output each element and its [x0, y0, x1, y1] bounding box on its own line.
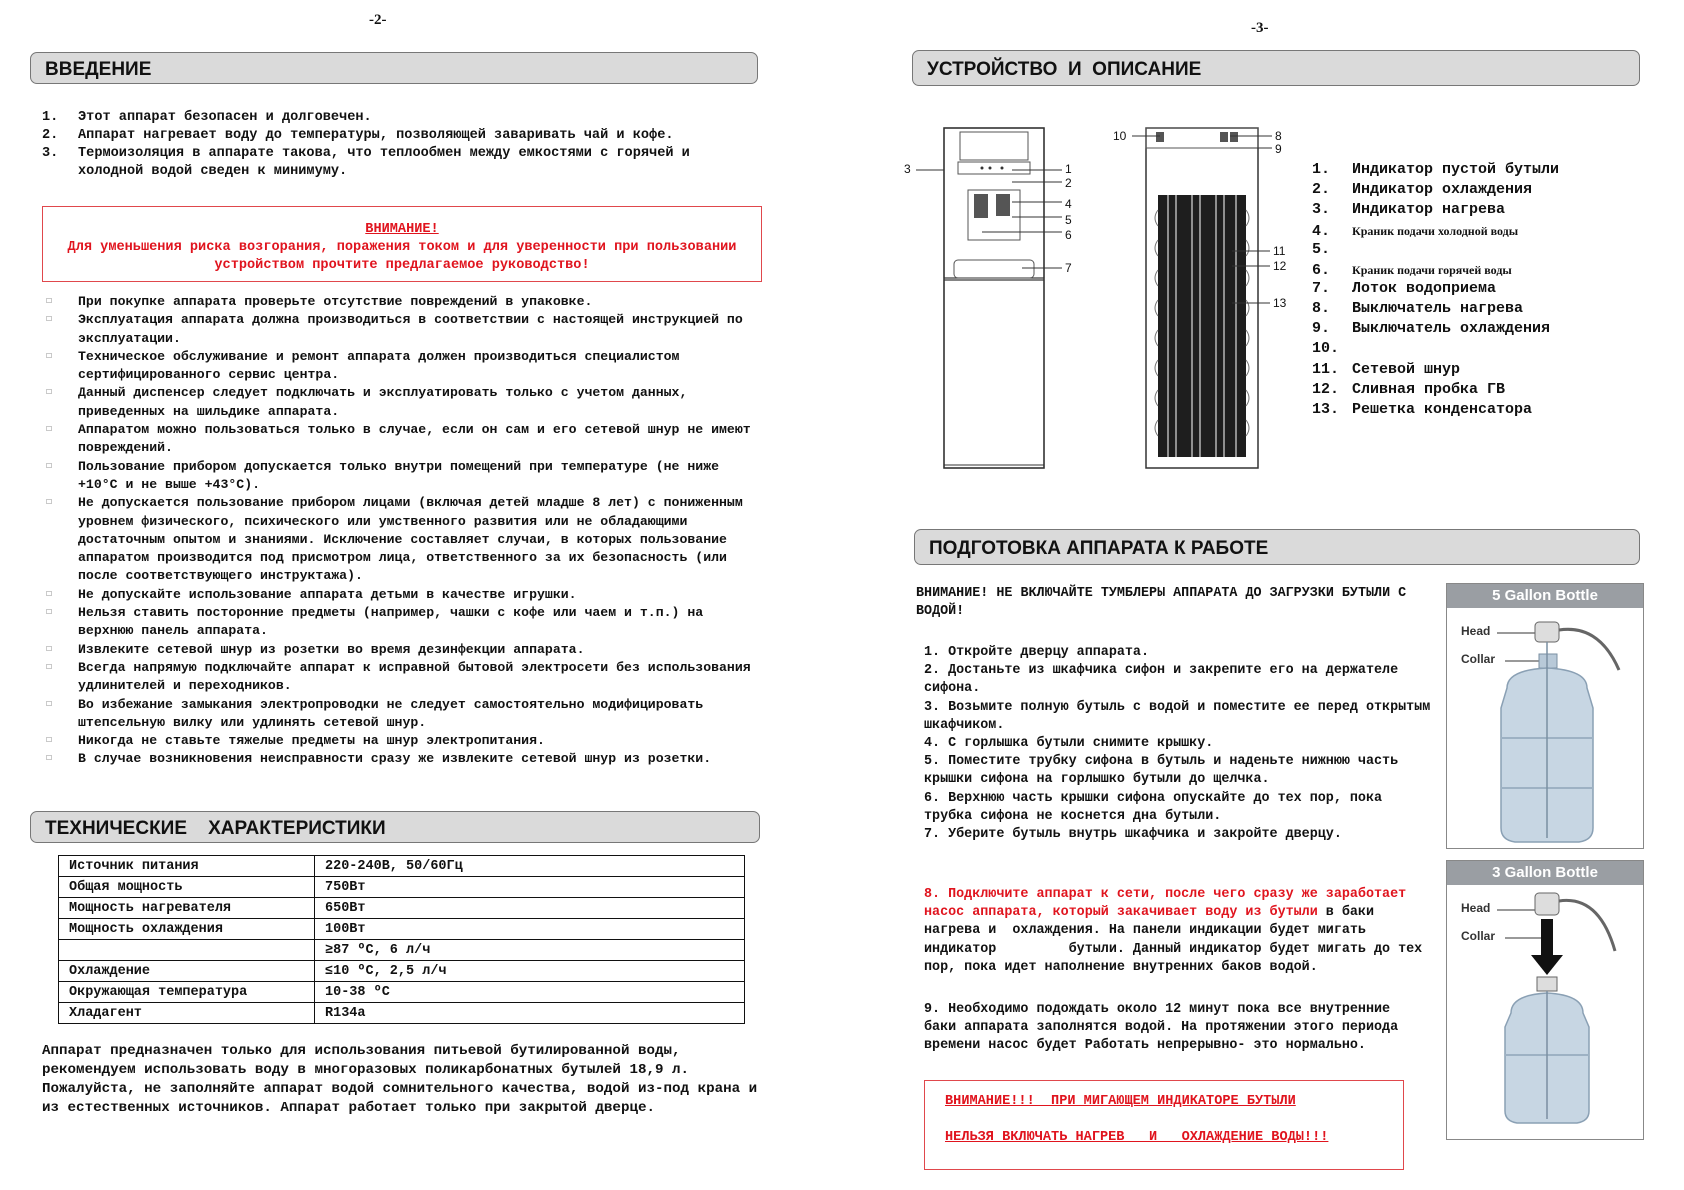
- checkbox-bullet-icon: ☐: [46, 607, 53, 619]
- footer-text: Аппарат предназначен только для использования питьевой бутилированной воды, рекомендуем использовать воду в многоразовых поликарбонатных бутылей 18,9 л. Пожалуйста, не заполняйте аппарат водой сомнительного качества, водой из-под крана и из естественных источников. Аппарат работает только при закрытой дверце.: [42, 1043, 758, 1116]
- part-number: 12.: [1312, 380, 1340, 398]
- part-item: [1312, 240, 1672, 260]
- spec-value: 220-240В, 50/60Гц: [315, 856, 745, 877]
- bottle-5-gallon-figure: [1446, 583, 1644, 849]
- step8-rest-text: охлаждения. На панели индикации будет мигать индикатор бутыли. Данный индикатор будет мигать до тех пор, пока идет наполнение внутренних баков водой.: [924, 923, 1431, 975]
- front-callout-6: 6: [1065, 228, 1072, 242]
- front-callout-1: 1: [1065, 162, 1072, 176]
- safety-item-text: Извлеките сетевой шнур из розетки во время дезинфекции аппарата.: [78, 641, 585, 657]
- checkbox-bullet-icon: ☐: [46, 588, 53, 600]
- part-text: Решетка конденсатора: [1352, 400, 1533, 418]
- section-header-specs: ТЕХНИЧЕСКИЕ ХАРАКТЕРИСТИКИ: [30, 811, 760, 843]
- intro-list: [42, 109, 762, 181]
- prep-step: 5. Поместите трубку сифона в бутыль и наденьте нижнюю часть крышки сифона на горлышко бутыли до щелчка.: [924, 754, 1399, 788]
- intro-item-text: Этот аппарат безопасен и долговечен.: [78, 110, 372, 125]
- prep-step-9: 9. Необходимо подождать около 12 минут пока все внутренние баки аппарата заполнятся водой. На протяжении этого периода времени насос будет Работать непрерывно- это нормально.: [924, 1002, 1399, 1054]
- safety-item: [42, 293, 762, 311]
- checkbox-bullet-icon: ☐: [46, 753, 53, 765]
- bottle-3-gallon-figure: [1446, 860, 1644, 1140]
- safety-item: [42, 696, 762, 733]
- part-text: Сливная пробка ГВ: [1352, 380, 1506, 398]
- back-callout-8: 8: [1275, 129, 1282, 143]
- bottom-warning-box: [924, 1080, 1404, 1170]
- back-callout-12: 12: [1273, 259, 1287, 273]
- front-callout-5: 5: [1065, 213, 1072, 227]
- warning-title: ВНИМАНИЕ!: [365, 222, 439, 237]
- checkbox-bullet-icon: ☐: [46, 460, 53, 472]
- intro-item: [42, 127, 762, 145]
- part-text: Выключатель нагрева: [1352, 299, 1524, 317]
- safety-item: [42, 586, 762, 604]
- spec-value: 10-38 ºC: [315, 982, 745, 1003]
- checkbox-bullet-icon: ☐: [46, 387, 53, 399]
- checkbox-bullet-icon: ☐: [46, 735, 53, 747]
- part-item: [1312, 221, 1672, 240]
- bottle-neck: [1539, 654, 1557, 668]
- specs-row: [59, 919, 745, 940]
- spec-value: ≤10 ºC, 2,5 л/ч: [315, 961, 745, 982]
- specs-row: [59, 940, 745, 961]
- safety-item: [42, 494, 762, 585]
- step8-mid-text: в баки нагрева и: [924, 905, 1374, 939]
- spec-label: Мощность охлаждения: [59, 919, 315, 940]
- part-item: [1312, 380, 1672, 400]
- checkbox-bullet-icon: ☐: [46, 497, 53, 509]
- intro-item-text: Термоизоляция в аппарате такова, что теплообмен между емкостями с горячей и холодной водой сведен к минимуму.: [78, 146, 690, 179]
- spec-value: ≥87 ºC, 6 л/ч: [315, 940, 745, 961]
- safety-item: [42, 750, 762, 768]
- intro-item: [42, 109, 762, 127]
- spec-value: R134a: [315, 1003, 745, 1024]
- checkbox-bullet-icon: ☐: [46, 661, 53, 673]
- spec-label: Источник питания: [59, 856, 315, 877]
- spec-label: Мощность нагревателя: [59, 898, 315, 919]
- part-item: [1312, 160, 1672, 180]
- safety-item-text: Не допускается пользование прибором лицами (включая детей младше 8 лет) с пониженным уровнем физического, психического или умственного развития или не обладающими достаточным опытом и знаниями. Исключение составляет случаи, в которых пользование аппаратом производится под присмотром лица, ответственного за их безопасность (или после соответствующего инструктажа).: [78, 495, 743, 584]
- safety-item: [42, 732, 762, 750]
- collar-icon: [1537, 977, 1557, 991]
- front-callout-2: 2: [1065, 176, 1072, 190]
- prep-warning: ВНИМАНИЕ! НЕ ВКЛЮЧАЙТЕ ТУМБЛЕРЫ АППАРАТА ДО ЗАГРУЗКИ БУТЫЛИ С ВОДОЙ!: [916, 586, 1407, 619]
- bottle-5-collar-label: Collar: [1461, 652, 1496, 666]
- intro-item-number: 3.: [42, 146, 59, 161]
- bottle-3-head-label: Head: [1461, 901, 1491, 915]
- part-text: Выключатель охлаждения: [1352, 320, 1551, 338]
- front-callout-3: 3: [904, 162, 911, 176]
- bottle-5-gallon-illustration: [1447, 608, 1643, 846]
- siphon-head-icon: [1535, 622, 1559, 642]
- specs-row: [59, 1003, 745, 1024]
- intro-item-number: 1.: [42, 110, 59, 125]
- spec-label: Хладагент: [59, 1003, 315, 1024]
- specs-row: [59, 856, 745, 877]
- specs-row: [59, 898, 745, 919]
- part-item: [1312, 339, 1672, 359]
- safety-item-text: Нельзя ставить посторонние предметы (например, чашки с кофе или чаем и т.п.) на верхнюю панель аппарата.: [78, 605, 704, 639]
- safety-item: [42, 659, 762, 696]
- part-number: 8.: [1312, 299, 1331, 317]
- prep-step-8: [924, 886, 1432, 977]
- part-number: 4.: [1312, 222, 1331, 240]
- part-text: Индикатор пустой бутыли: [1352, 161, 1560, 178]
- part-number: 2.: [1312, 181, 1331, 199]
- checkbox-bullet-icon: ☐: [46, 296, 53, 307]
- part-item: [1312, 299, 1672, 319]
- part-item: [1312, 400, 1672, 420]
- part-text: Краник подачи холодной воды: [1352, 223, 1519, 238]
- prep-step: 1. Откройте дверцу аппарата.: [924, 645, 1149, 660]
- front-callout-4: 4: [1065, 197, 1072, 211]
- part-text: Краник подачи горячей воды: [1352, 262, 1512, 277]
- safety-item-text: Техническое обслуживание и ремонт аппарата должен производиться специалистом сертифицированного сервис центра.: [78, 348, 680, 383]
- part-number: 13.: [1312, 400, 1340, 418]
- prep-step: 7. Уберите бутыль внутрь шкафчика и закройте дверцу.: [924, 827, 1342, 843]
- intro-item-text: Аппарат нагревает воду до температуры, позволяющей заваривать чай и кофе.: [78, 128, 674, 143]
- siphon-tube-icon: [1559, 629, 1619, 670]
- safety-item-text: Всегда напрямую подключайте аппарат к исправной бытовой электросети без использования удлинителей и переходников.: [78, 659, 751, 694]
- back-callout-13: 13: [1273, 296, 1287, 310]
- part-number: 5.: [1312, 240, 1331, 258]
- bottom-warning-line-2: НЕЛЬЗЯ ВКЛЮЧАТЬ НАГРЕВ И ОХЛАЖДЕНИЕ ВОДЫ!!!: [945, 1130, 1329, 1145]
- safety-item: [42, 348, 762, 385]
- bottle-5-head-label: Head: [1461, 624, 1491, 638]
- safety-item: [42, 641, 762, 659]
- down-arrow-icon: [1531, 955, 1563, 975]
- part-text: Лоток водоприема: [1352, 279, 1497, 297]
- part-number: 3.: [1312, 201, 1331, 219]
- section-header-device: УСТРОЙСТВО И ОПИСАНИЕ: [912, 50, 1640, 86]
- checkbox-bullet-icon: ☐: [46, 424, 53, 436]
- safety-item-text: Не допускайте использование аппарата детьми в качестве игрушки.: [78, 586, 577, 602]
- part-item: [1312, 200, 1672, 220]
- part-item: [1312, 279, 1672, 299]
- top-lid: [960, 132, 1028, 160]
- safety-item-text: В случае возникновения неисправности сразу же извлеките сетевой шнур из розетки.: [78, 751, 712, 767]
- step8-red-text: 8. Подключите аппарат к сети, после чего сразу же заработает насос аппарата, который закачивает воду из бутыли: [924, 887, 1407, 921]
- safety-item: [42, 421, 762, 458]
- intro-item: [42, 145, 762, 181]
- part-item: [1312, 319, 1672, 339]
- part-number: 1.: [1312, 161, 1331, 178]
- prep-steps: [924, 644, 1432, 844]
- parts-list: [1312, 160, 1672, 420]
- part-number: 7.: [1312, 279, 1331, 297]
- part-item: [1312, 180, 1672, 200]
- siphon-head-icon: [1535, 893, 1559, 915]
- specs-table: [58, 855, 745, 1024]
- safety-item-text: Эксплуатация аппарата должна производиться в соответствии с настоящей инструкцией по эксплуатации.: [78, 312, 743, 346]
- back-callout-11: 11: [1273, 244, 1286, 258]
- part-number: 9.: [1312, 320, 1331, 338]
- part-text: Индикатор охлаждения: [1352, 181, 1533, 199]
- prep-step: 3. Возьмите полную бутыль с водой и поместите ее перед открытым шкафчиком.: [924, 699, 1431, 733]
- siphon-tube-icon: [1559, 900, 1615, 951]
- safety-item: [42, 604, 762, 641]
- safety-item-text: Пользование прибором допускается только внутри помещений при температуре (не ниже +10°C и не выше +43°C).: [78, 458, 720, 492]
- bottle-5-gallon-title: 5 Gallon Bottle: [1447, 584, 1643, 608]
- spec-value: 100Вт: [315, 919, 745, 940]
- section-header-intro: ВВЕДЕНИЕ: [30, 52, 758, 84]
- prep-step: 6. Верхнюю часть крышки сифона опускайте до тех пор, пока трубка сифона не коснется дна бутыли.: [924, 790, 1383, 824]
- intro-item-number: 2.: [42, 128, 59, 143]
- spec-value: 750Вт: [315, 877, 745, 898]
- spec-value: 650Вт: [315, 898, 745, 919]
- part-number: 10.: [1312, 340, 1340, 358]
- prep-step: 2. Достаньте из шкафчика сифон и закрепите его на держателе сифона.: [924, 663, 1399, 697]
- warning-text: Для уменьшения риска возгорания, поражения током и для уверенности при пользовании устройством прочтите предлагаемое руководство!: [67, 240, 737, 273]
- front-callout-7: 7: [1065, 261, 1072, 275]
- part-number: 6.: [1312, 261, 1331, 279]
- spec-label: Окружающая температура: [59, 982, 315, 1003]
- bottle-3-collar-label: Collar: [1461, 929, 1496, 943]
- back-callout-lines: [1128, 130, 1278, 310]
- front-callout-lines: [912, 160, 1072, 280]
- part-item: [1312, 260, 1672, 279]
- safety-item-text: Данный диспенсер следует подключать и эксплуатировать только с учетом данных, приведенных на шильдике аппарата.: [78, 385, 688, 419]
- prep-step: 4. С горлышка бутыли снимите крышку.: [924, 736, 1214, 752]
- part-text: Индикатор нагрева: [1352, 201, 1506, 219]
- warning-box: [42, 206, 762, 282]
- safety-item: [42, 384, 762, 421]
- front-cabinet-door: [944, 280, 1044, 468]
- spec-label: [59, 940, 315, 961]
- bottom-warning-line-1: ВНИМАНИЕ!!! ПРИ МИГАЮЩЕМ ИНДИКАТОРЕ БУТЫЛИ: [945, 1094, 1296, 1109]
- spec-label: Общая мощность: [59, 877, 315, 898]
- spec-label: Охлаждение: [59, 961, 315, 982]
- back-callout-10: 10: [1113, 129, 1127, 143]
- part-number: 11.: [1312, 360, 1340, 378]
- checkbox-bullet-icon: ☐: [46, 643, 53, 655]
- page-number-left: -2-: [369, 12, 387, 28]
- part-item: [1312, 360, 1672, 380]
- down-arrow-shaft-icon: [1541, 919, 1553, 955]
- part-text: Сетевой шнур: [1352, 360, 1461, 378]
- checkbox-bullet-icon: ☐: [46, 350, 53, 362]
- specs-row: [59, 877, 745, 898]
- bottle-3-gallon-illustration: [1447, 885, 1643, 1137]
- back-callout-9: 9: [1275, 142, 1282, 156]
- bottle-3-gallon-title: 3 Gallon Bottle: [1447, 861, 1643, 885]
- specs-row: [59, 961, 745, 982]
- checkbox-bullet-icon: ☐: [46, 314, 53, 326]
- safety-item-text: Аппаратом можно пользоваться только в случае, если он сам и его сетевой шнур не имеют повреждений.: [78, 422, 751, 456]
- safety-list: [42, 293, 762, 769]
- checkbox-bullet-icon: ☐: [46, 698, 53, 710]
- safety-item-text: Никогда не ставьте тяжелые предметы на шнур электропитания.: [78, 733, 545, 749]
- section-header-prep: ПОДГОТОВКА АППАРАТА К РАБОТЕ: [914, 529, 1640, 565]
- safety-item-text: При покупке аппарата проверьте отсутствие повреждений в упаковке.: [78, 294, 593, 309]
- specs-row: [59, 982, 745, 1003]
- page-number-right: -3-: [1251, 20, 1269, 36]
- safety-item-text: Во избежание замыкания электропроводки не следует самостоятельно модифицировать штепсельную вилку или удлинять сетевой шнур.: [78, 696, 704, 730]
- safety-item: [42, 458, 762, 495]
- safety-item: [42, 311, 762, 348]
